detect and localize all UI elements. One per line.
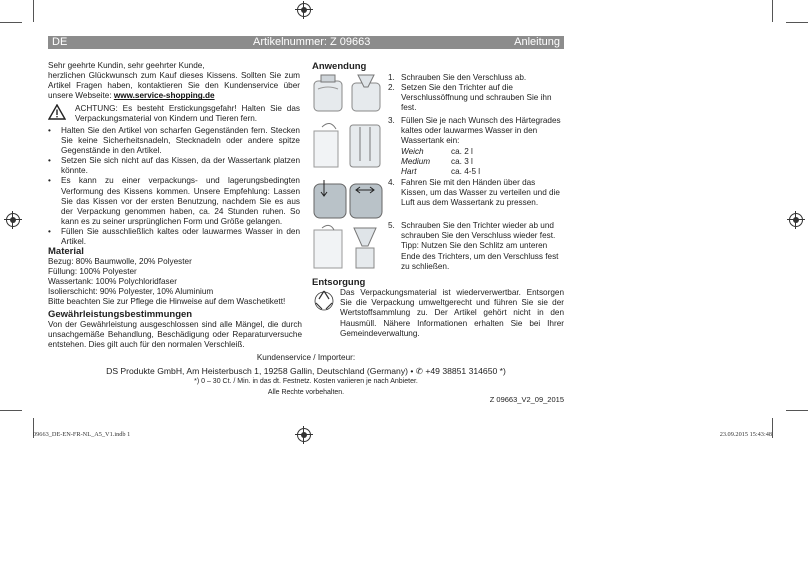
service-link[interactable]: www.service-shopping.de [113,91,215,101]
step-text: Füllen Sie je nach Wunsch des Härtegrades kaltes oder lauwarmes Wasser in den Wassertank ein: [401,116,561,146]
usage-step [388,83,564,114]
step1-illustration [312,73,384,119]
crop-mark [772,0,773,22]
hardness-amount: ca. 3 l [451,156,473,166]
hardness-table [401,147,564,178]
step-text: Setzen Sie den Trichter auf die Verschlussöffnung und schrauben Sie ihn fest. [401,83,552,113]
hardness-level: Weich [401,146,424,156]
recycling-icon [312,289,336,311]
step-text: Fahren Sie mit den Händen über das Kissen, um das Wasser zu verteilen und die Luft aus dem Wassertank zu pressen. [401,178,560,208]
hardness-amount: ca. 2 l [451,146,473,156]
crop-mark [0,410,22,411]
warning-text: ACHTUNG: Es besteht Erstickungsgefahr! Halten Sie das Verpackungsmaterial von Kindern und Tieren fern. [75,104,300,124]
crop-mark [0,22,22,23]
footer-address: DS Produkte GmbH, Am Heisterbusch 1, 19258 Gallin, Deutschland (Germany) • ✆ +49 38851 314650 *) [106,366,506,376]
material-line: Isolierschicht: 90% Polyester, 10% Aluminium [48,287,214,296]
step3-illustration [312,121,384,171]
material-section [48,246,308,307]
crop-mark [33,0,34,22]
footer-label: Kundenservice / Importeur: [256,353,356,362]
material-line: Füllung: 100% Polyester [48,267,137,276]
material-title: Material [48,246,84,257]
usage-tip: Tipp: Nutzen Sie den Schlitz am unteren Ende des Trichters, um den Verschluss fest zu schließen. [401,241,559,271]
intro [48,61,300,101]
material-line: Bitte beachten Sie zur Pflege die Hinweise auf dem Waschetikett! [48,297,286,306]
step4-illustration [312,178,384,222]
language-code: DE [52,36,68,48]
document-type: Anleitung [514,36,560,48]
step-number: 3. [388,116,395,125]
slug-file: 09663_DE-EN-FR-NL_A5_V1.indb 1 [33,431,131,438]
step-text: Schrauben Sie den Verschluss ab. [401,73,527,82]
warranty-title: Gewährleistungsbestimmungen [48,309,193,320]
greeting: Sehr geehrte Kundin, sehr geehrter Kunde, [48,61,205,70]
material-line: Wassertank: 100% Polychloridfaser [48,277,177,286]
header-bar [48,36,564,49]
crop-mark [786,410,808,411]
usage-step [388,221,564,272]
article-number: Artikelnummer: Z 09663 [253,36,371,48]
crop-mark [772,418,773,438]
registration-mark-icon [297,428,311,442]
footer-rights: Alle Rechte vorbehalten. [267,389,345,396]
step5-illustration [312,224,384,272]
step-number: 1. [388,73,395,82]
usage-step [388,116,564,177]
registration-mark-icon [297,3,311,17]
step-number: 2. [388,83,395,92]
list-item: • Setzen Sie sich nicht auf das Kissen, da der Wassertank platzen könnte. [48,156,300,176]
material-line: Bezug: 80% Baumwolle, 20% Polyester [48,257,192,266]
step-text: Schrauben Sie den Trichter wieder ab und schrauben Sie den Verschluss wieder fest. [401,221,556,241]
usage-step [388,178,564,209]
step-number: 5. [388,221,395,230]
disposal-title: Entsorgung [312,277,366,288]
registration-mark-icon [789,213,803,227]
registration-mark-icon [6,213,20,227]
list-item: • Füllen Sie ausschließlich kaltes oder lauwarmes Wasser in den Artikel. [48,227,300,247]
slug-date: 23.09.2015 15:43:48 [719,431,772,438]
intro-text: herzlichen Glückwunsch zum Kauf dieses Kissens. Sollten Sie zum Artikel Fragen haben, kontaktieren Sie den Kundenservice über unsere Webseite: [48,71,300,101]
version-code: Z 09663_V2_09_2015 [489,395,564,404]
usage-step [388,73,564,83]
hardness-amount: ca. 4-5 l [451,167,481,177]
footer-cost: *) 0 – 30 Ct. / Min. in das dt. Festnetz. Kosten variieren je nach Anbieter. [194,378,418,385]
crop-mark [786,22,808,23]
usage-title: Anwendung [312,61,367,72]
list-item: • Es kann zu einer verpackungs- und lagerungsbedingten Verformung des Kissens kommen. Unsere Empfehlung: Lassen Sie das Kissen vor der ersten Benutzung, nachdem Sie es aus der Verpackung genommen haben, ca. 24 Stunden ruhen. So kann es zu seiner ursprünglichen Form und Größe gelangen. [48,176,300,226]
warranty-text: Von der Gewährleistung ausgeschlossen sind alle Mängel, die durch unsachgemäße Behandlung, Beschädigung oder Reparaturversuche entstehen. Dies gilt auch für den normalen Verschleiß. [48,320,302,349]
warranty-section [48,309,302,350]
safety-list [48,126,300,247]
hardness-level: Hart [401,167,417,177]
warning-icon [48,104,66,120]
step-number: 4. [388,178,395,187]
hardness-level: Medium [401,156,431,166]
list-item: • Halten Sie den Artikel von scharfen Gegenständen fern. Stecken Sie keine Sicherheitsnadeln, Stecknadeln oder andere spitze Gegenstände in den Artikel. [48,126,300,156]
disposal-text: Das Verpackungsmaterial ist wiederverwertbar. Entsorgen Sie die Verpackung umweltgerecht und führen Sie sie der Wertstoffsammlung zu. Der Artikel gehört nicht in den Hausmüll. Nähere Informationen erhalten Sie bei Ihrer Gemeindeverwaltung. [340,288,564,338]
